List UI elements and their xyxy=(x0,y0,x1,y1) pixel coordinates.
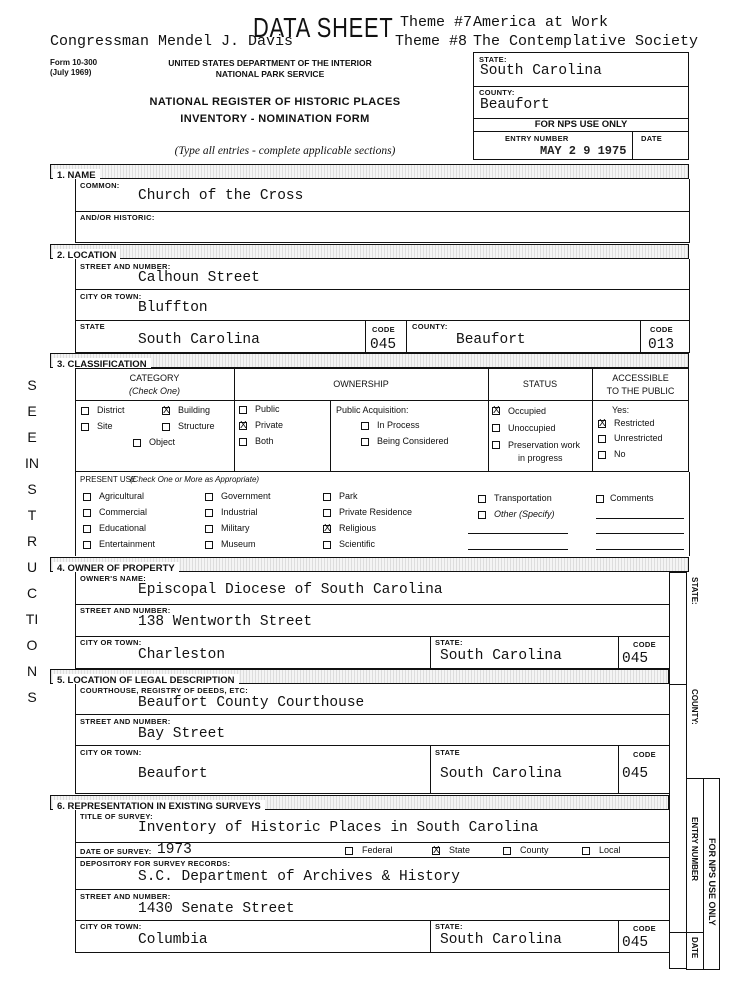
legal-state-label: STATE xyxy=(435,748,460,757)
use-military-label: Military xyxy=(221,523,250,533)
section-1-title: 1. NAME xyxy=(53,169,100,182)
survey-county-label: County xyxy=(520,845,549,855)
section-4-header xyxy=(50,557,689,572)
use-government-checkbox[interactable] xyxy=(205,493,213,501)
legal-street-value: Bay Street xyxy=(138,726,226,742)
section-3-header xyxy=(50,353,689,368)
owner-code-value: 045 xyxy=(622,651,649,667)
category-structure-checkbox[interactable] xyxy=(162,423,170,431)
survey-state-loc-label: STATE: xyxy=(435,922,463,931)
survey-date-label: DATE OF SURVEY: xyxy=(80,847,152,856)
survey-city-label: CITY OR TOWN: xyxy=(80,922,142,931)
use-transportation-checkbox[interactable] xyxy=(478,495,486,503)
use-agricultural-checkbox[interactable] xyxy=(83,493,91,501)
historic-label: AND/OR HISTORIC: xyxy=(80,213,155,222)
survey-street-label: STREET AND NUMBER: xyxy=(80,892,171,901)
legal-city-label: CITY OR TOWN: xyxy=(80,748,142,757)
owner-code-label: CODE xyxy=(633,640,656,649)
sidebar-state-label: STATE: xyxy=(690,577,699,605)
survey-title-label: TITLE OF SURVEY: xyxy=(80,812,153,821)
ownership-public-checkbox[interactable] xyxy=(239,406,247,414)
acquisition-label: Public Acquisition: xyxy=(336,405,409,415)
use-comments-checkbox[interactable] xyxy=(596,495,604,503)
ownership-private-checkbox[interactable]: X xyxy=(240,420,247,431)
acq-being-considered-label: Being Considered xyxy=(377,436,449,446)
date-label: DATE xyxy=(641,134,663,143)
status-unoccupied-checkbox[interactable] xyxy=(492,424,500,432)
accessible-yes-label: Yes: xyxy=(612,405,630,415)
legal-code-value: 045 xyxy=(622,766,649,782)
section-4-title: 4. OWNER OF PROPERTY xyxy=(53,562,179,575)
use-private-residence-label: Private Residence xyxy=(339,507,413,517)
survey-county-checkbox[interactable] xyxy=(503,847,511,855)
use-educational-checkbox[interactable] xyxy=(83,525,91,533)
owner-street-label: STREET AND NUMBER: xyxy=(80,606,171,615)
ownership-public-label: Public xyxy=(255,404,280,414)
use-industrial-checkbox[interactable] xyxy=(205,509,213,517)
survey-local-checkbox[interactable] xyxy=(582,847,590,855)
category-header: CATEGORY xyxy=(129,373,180,383)
section-5-header xyxy=(50,669,669,684)
owner-state-value: South Carolina xyxy=(440,648,562,664)
received-stamp: MAY 2 9 1975 xyxy=(540,144,627,158)
common-label: COMMON: xyxy=(80,181,120,190)
loc-code-value: 045 xyxy=(370,337,397,353)
use-museum-checkbox[interactable] xyxy=(205,541,213,549)
owner-city-label: CITY OR TOWN: xyxy=(80,638,142,647)
sidebar-county-label: COUNTY: xyxy=(690,689,699,725)
theme-2-value: The Contemplative Society xyxy=(473,33,699,50)
use-private-residence-checkbox[interactable] xyxy=(323,509,331,517)
survey-state-loc-value: South Carolina xyxy=(440,932,562,948)
department: UNITED STATES DEPARTMENT OF THE INTERIOR xyxy=(168,58,372,68)
use-park-label: Park xyxy=(339,491,358,501)
section-5-title: 5. LOCATION OF LEGAL DESCRIPTION xyxy=(53,674,239,687)
loc-code-label: CODE xyxy=(372,325,395,334)
acq-being-considered-checkbox[interactable] xyxy=(361,438,369,446)
status-preservation-label: Preservation work xyxy=(508,440,581,450)
survey-federal-checkbox[interactable] xyxy=(345,847,353,855)
see-instructions: SEE INSTRUCTIONS xyxy=(25,377,39,705)
survey-state-label: State xyxy=(449,845,471,855)
section-6-title: 6. REPRESENTATION IN EXISTING SURVEYS xyxy=(53,800,265,813)
use-agricultural-label: Agricultural xyxy=(99,491,145,501)
owner-state-label: STATE: xyxy=(435,638,463,647)
accessible-header-2: TO THE PUBLIC xyxy=(606,386,675,396)
courthouse-label: COURTHOUSE, REGISTRY OF DEEDS, ETC: xyxy=(80,686,249,695)
use-museum-label: Museum xyxy=(221,539,256,549)
owner-city-value: Charleston xyxy=(138,647,226,663)
section-1-header xyxy=(50,164,689,179)
use-industrial-label: Industrial xyxy=(221,507,258,517)
courthouse-value: Beaufort County Courthouse xyxy=(138,695,365,711)
header-state-label: STATE: xyxy=(479,55,507,64)
section-6-header xyxy=(50,795,669,810)
loc-state-value: South Carolina xyxy=(138,332,260,348)
ownership-both-label: Both xyxy=(255,436,274,446)
present-use-label: PRESENT USE xyxy=(80,475,137,484)
category-site-label: Site xyxy=(97,421,113,431)
congressman-note: Congressman Mendel J. Davis xyxy=(50,33,294,50)
loc-county-label: COUNTY: xyxy=(412,322,448,331)
use-government-label: Government xyxy=(221,491,271,501)
section-2-title: 2. LOCATION xyxy=(53,249,120,262)
use-scientific-checkbox[interactable] xyxy=(323,541,331,549)
category-district-label: District xyxy=(97,405,125,415)
loc-city-label: CITY OR TOWN: xyxy=(80,292,142,301)
ownership-header: OWNERSHIP xyxy=(333,379,389,389)
loc-street-label: STREET AND NUMBER: xyxy=(80,262,171,271)
sidebar-date-label: DATE xyxy=(690,937,699,959)
accessible-unrestricted-checkbox[interactable] xyxy=(598,435,606,443)
category-sub: (Check One) xyxy=(128,386,181,396)
common-name: Church of the Cross xyxy=(138,188,304,204)
entry-number-label: ENTRY NUMBER xyxy=(505,134,569,143)
ownership-both-checkbox[interactable] xyxy=(239,438,247,446)
legal-city-value: Beaufort xyxy=(138,766,208,782)
category-building-checkbox[interactable]: X xyxy=(163,405,170,416)
legal-code-label: CODE xyxy=(633,750,656,759)
sidebar-nps-label: FOR NPS USE ONLY xyxy=(707,838,717,926)
survey-date-value: 1973 xyxy=(157,842,192,858)
owner-street-value: 138 Wentworth Street xyxy=(138,614,313,630)
status-header: STATUS xyxy=(522,379,558,389)
category-district-checkbox[interactable] xyxy=(81,407,89,415)
section-2-header xyxy=(50,244,689,259)
accessible-no-checkbox[interactable] xyxy=(598,451,606,459)
loc-city-value: Bluffton xyxy=(138,300,208,316)
ownership-private-label: Private xyxy=(255,420,284,430)
form-number: Form 10-300 xyxy=(50,58,98,67)
status-in-progress-label: in progress xyxy=(518,453,563,463)
survey-local-label: Local xyxy=(599,845,621,855)
use-transportation-label: Transportation xyxy=(494,493,552,503)
form-date: (July 1969) xyxy=(50,68,92,77)
use-park-checkbox[interactable] xyxy=(323,493,331,501)
loc-county-code-value: 013 xyxy=(648,337,675,353)
accessible-restricted-label: Restricted xyxy=(614,418,655,428)
use-educational-label: Educational xyxy=(99,523,147,533)
status-unoccupied-label: Unoccupied xyxy=(508,423,556,433)
loc-county-code-label: CODE xyxy=(650,325,673,334)
use-entertainment-label: Entertainment xyxy=(99,539,156,549)
category-object-checkbox[interactable] xyxy=(133,439,141,447)
use-commercial-label: Commercial xyxy=(99,507,148,517)
use-other-checkbox[interactable] xyxy=(478,511,486,519)
park-service: NATIONAL PARK SERVICE xyxy=(215,69,325,79)
header-county-value: Beaufort xyxy=(480,97,550,113)
theme-1-label: Theme #7 xyxy=(400,14,473,31)
survey-city-value: Columbia xyxy=(138,932,208,948)
register-subtitle: INVENTORY - NOMINATION FORM xyxy=(180,113,370,125)
survey-state-checkbox[interactable]: X xyxy=(433,845,440,856)
present-use-sub: (Check One or More as Appropriate) xyxy=(130,475,260,484)
legal-street-label: STREET AND NUMBER: xyxy=(80,717,171,726)
depository-label: DEPOSITORY FOR SURVEY RECORDS: xyxy=(80,859,231,868)
survey-title-value: Inventory of Historic Places in South Carolina xyxy=(138,820,539,836)
use-scientific-label: Scientific xyxy=(339,539,376,549)
theme-2-label: Theme #8 xyxy=(395,33,468,50)
accessible-restricted-checkbox[interactable]: X xyxy=(599,418,606,429)
category-site-checkbox[interactable] xyxy=(81,423,89,431)
accessible-no-label: No xyxy=(614,449,626,459)
status-occupied-label: Occupied xyxy=(508,406,547,416)
register-title: NATIONAL REGISTER OF HISTORIC PLACES xyxy=(149,96,401,108)
category-object-label: Object xyxy=(149,437,176,447)
owner-name-label: OWNER'S NAME: xyxy=(80,574,147,583)
use-religious-checkbox[interactable]: X xyxy=(324,523,331,534)
use-other-label: Other (Specify) xyxy=(494,509,555,519)
type-instructions: (Type all entries - complete applicable sections) xyxy=(174,145,396,157)
loc-street-value: Calhoun Street xyxy=(138,270,260,286)
nps-use-only: FOR NPS USE ONLY xyxy=(534,119,628,130)
use-entertainment-checkbox[interactable] xyxy=(83,541,91,549)
loc-county-value: Beaufort xyxy=(456,332,526,348)
depository-value: S.C. Department of Archives & History xyxy=(138,869,460,885)
status-occupied-checkbox[interactable]: X xyxy=(493,405,500,416)
owner-name-value: Episcopal Diocese of South Carolina xyxy=(138,582,443,598)
header-county-label: COUNTY: xyxy=(479,88,515,97)
data-sheet-title: DATA SHEET xyxy=(253,12,394,43)
survey-federal-label: Federal xyxy=(362,845,393,855)
status-preservation-checkbox[interactable] xyxy=(492,441,500,449)
header-state-value: South Carolina xyxy=(480,63,602,79)
use-military-checkbox[interactable] xyxy=(205,525,213,533)
sidebar-entry-number-label: ENTRY NUMBER xyxy=(690,817,699,882)
accessible-unrestricted-label: Unrestricted xyxy=(614,433,663,443)
survey-code-value: 045 xyxy=(622,935,649,951)
loc-state-label: STATE xyxy=(80,322,105,331)
survey-street-value: 1430 Senate Street xyxy=(138,901,295,917)
category-structure-label: Structure xyxy=(178,421,215,431)
category-building-label: Building xyxy=(178,405,211,415)
section-3-title: 3. CLASSIFICATION xyxy=(53,358,151,371)
acq-in-process-checkbox[interactable] xyxy=(361,422,369,430)
use-religious-label: Religious xyxy=(339,523,377,533)
theme-1-value: America at Work xyxy=(473,14,609,31)
acq-in-process-label: In Process xyxy=(377,420,420,430)
accessible-header-1: ACCESSIBLE xyxy=(612,373,669,383)
legal-state-value: South Carolina xyxy=(440,766,562,782)
use-comments-label: Comments xyxy=(610,493,654,503)
survey-code-label: CODE xyxy=(633,924,656,933)
use-commercial-checkbox[interactable] xyxy=(83,509,91,517)
